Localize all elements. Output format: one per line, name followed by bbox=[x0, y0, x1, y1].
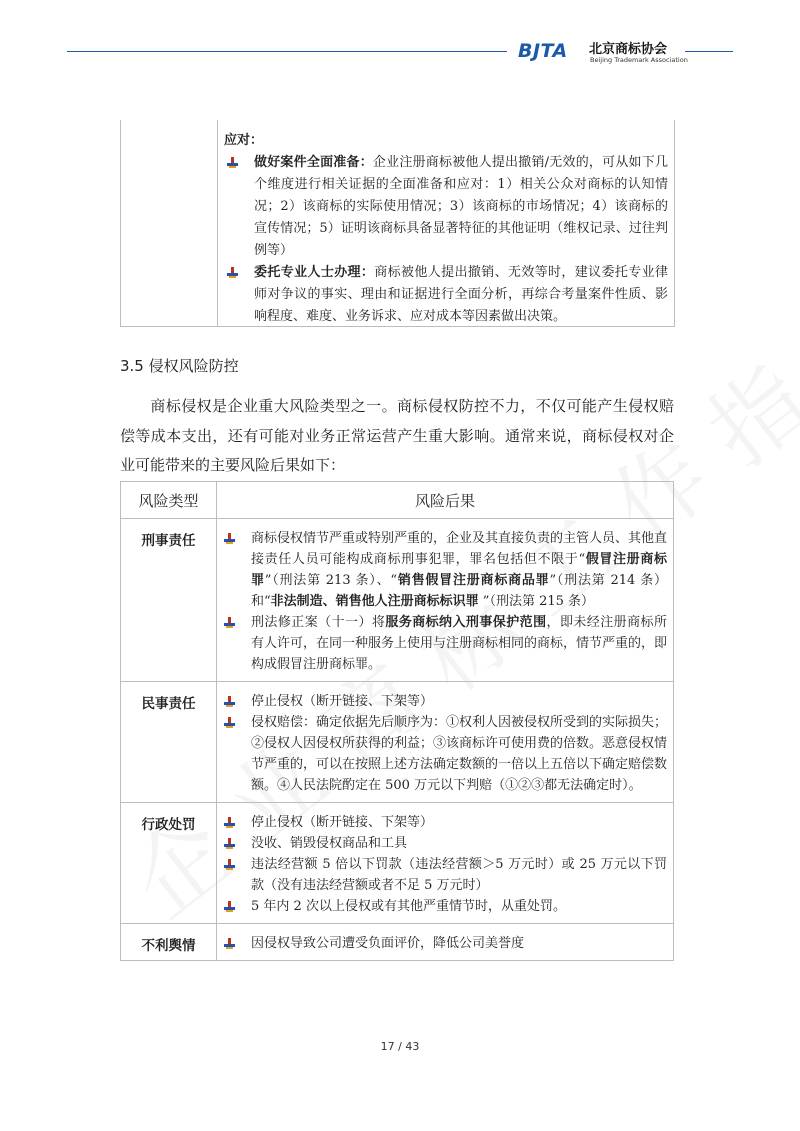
risk-type-cell: 不利舆情 bbox=[121, 924, 217, 961]
table-row bbox=[121, 924, 674, 961]
list-item bbox=[221, 691, 667, 712]
table-row bbox=[121, 519, 674, 682]
list-item bbox=[221, 612, 667, 675]
risk-type-cell: 行政处罚 bbox=[121, 803, 217, 924]
risk-consequence-cell bbox=[217, 682, 674, 803]
risk-consequence-cell bbox=[217, 924, 674, 961]
association-name-cn: 北京商标协会 bbox=[589, 42, 668, 57]
list-item bbox=[221, 833, 667, 854]
consequence-text: 商标侵权情节严重或特别严重的，企业及其直接负责的主管人员、其他直接责任人员可能构成商标刑事犯罪，罪名包括但不限于“ bbox=[251, 531, 668, 567]
header-risk-consequence: 风险后果 bbox=[217, 482, 674, 519]
list-item bbox=[221, 854, 667, 896]
header-rule-right bbox=[685, 51, 733, 52]
risk-table bbox=[120, 481, 674, 961]
consequence-text: ”（刑法第 213 条）、“ bbox=[264, 573, 398, 588]
item-bold-label: 做好案件全面准备： bbox=[254, 155, 373, 170]
list-item bbox=[221, 896, 667, 917]
emphasis-text: 假冒注册商标罪 bbox=[251, 552, 667, 588]
consequence-text: 因侵权导致公司遭受负面评价，降低公司美誉度 bbox=[251, 936, 525, 951]
consequence-text: 5 年内 2 次以上侵权或有其他严重情节时，从重处罚。 bbox=[251, 899, 566, 914]
list-item bbox=[221, 933, 667, 954]
bullet-icon bbox=[224, 859, 235, 870]
header-rule-left bbox=[67, 51, 507, 52]
consequence-text: ，即未经注册商标所有人许可，在同一种服务上使用与注册商标相同的商标，情节严重的，即构成假冒注册商标罪。 bbox=[251, 615, 668, 672]
consequence-text: 刑法修正案（十一）将 bbox=[251, 615, 386, 630]
bullet-icon bbox=[224, 817, 235, 828]
paragraph-text: 商标侵权是企业重大风险类型之一。商标侵权防控不力，不仅可能产生侵权赔偿等成本支出，还有可能对业务正常运营产生重大影响。通常来说，商标侵权对企业可能带来的主要风险后果如下： bbox=[120, 397, 674, 474]
bullet-icon bbox=[224, 901, 235, 912]
risk-type-cell: 刑事责任 bbox=[121, 519, 217, 682]
consequence-text: 停止侵权（断开链接、下架等） bbox=[251, 815, 434, 830]
association-name-en: Beijing Trademark Association bbox=[590, 56, 688, 64]
risk-consequence-cell bbox=[217, 519, 674, 682]
item-bold-label: 委托专业人士办理： bbox=[254, 265, 375, 280]
consequence-text: ”（刑法第 215 条） bbox=[478, 594, 595, 609]
page-number: 17 / 43 bbox=[380, 1040, 420, 1053]
risk-consequence-cell bbox=[217, 803, 674, 924]
continued-table bbox=[120, 120, 675, 327]
table-row bbox=[121, 803, 674, 924]
list-item bbox=[224, 152, 668, 262]
bullet-icon bbox=[224, 617, 235, 628]
response-heading: 应对： bbox=[224, 133, 264, 148]
bullet-icon bbox=[224, 938, 235, 949]
risk-type-cell: 民事责任 bbox=[121, 682, 217, 803]
bullet-icon bbox=[224, 696, 235, 707]
list-item bbox=[221, 812, 667, 833]
consequence-text: 侵权赔偿：确定依据先后顺序为：①权利人因被侵权所受到的实际损失；②侵权人因侵权所获得的利益；③该商标许可使用费的倍数。恶意侵权情节严重的，可以在按照上述方法确定数额的一倍以上五倍以下确定赔偿数额。④人民法院酌定在 500 万元以下判赔（①②③都无法确定时）。 bbox=[251, 715, 668, 793]
header-risk-type: 风险类型 bbox=[121, 482, 217, 519]
bjta-logo: BJTA bbox=[518, 40, 568, 62]
table-row bbox=[121, 682, 674, 803]
emphasis-text: 销售假冒注册商标商品罪 bbox=[397, 573, 550, 588]
response-content bbox=[224, 130, 668, 328]
section-paragraph bbox=[120, 392, 674, 481]
consequence-text: ”（刑法第 214 条）和“ bbox=[251, 573, 667, 609]
bullet-icon bbox=[224, 838, 235, 849]
consequence-text: 违法经营额 5 倍以下罚款（违法经营额＞5 万元时）或 25 万元以下罚款（没有违法经营额或者不足 5 万元时） bbox=[251, 857, 667, 893]
list-item bbox=[221, 712, 667, 796]
list-item bbox=[221, 528, 667, 612]
consequence-text: 没收、销毁侵权商品和工具 bbox=[251, 836, 408, 851]
bullet-icon bbox=[224, 533, 235, 544]
item-text: 商标被他人提出撤销、无效等时，建议委托专业律师对争议的事实、理由和证据进行全面分析，再综合考量案件性质、影响程度、难度、业务诉求、应对成本等因素做出决策。 bbox=[254, 265, 668, 324]
item-text: 企业注册商标被他人提出撤销/无效的，可从如下几个维度进行相关证据的全面准备和应对：1）相关公众对商标的认知情况；2）该商标的实际使用情况；3）该商标的市场情况；4）该商标的宣传情况；5）证明该商标具备显著特征的其他证明（维权记录、过往判例等） bbox=[254, 155, 668, 258]
emphasis-text: 非法制造、销售他人注册商标标识罪 bbox=[270, 594, 479, 609]
emphasis-text: 服务商标纳入刑事保护范围 bbox=[385, 615, 547, 630]
continued-table-left-column bbox=[121, 120, 218, 326]
section-title: 3.5 侵权风险防控 bbox=[120, 357, 239, 375]
bullet-icon bbox=[227, 267, 238, 278]
bullet-icon bbox=[224, 717, 235, 728]
bullet-icon bbox=[227, 157, 238, 168]
consequence-text: 停止侵权（断开链接、下架等） bbox=[251, 694, 434, 709]
list-item bbox=[224, 262, 668, 328]
